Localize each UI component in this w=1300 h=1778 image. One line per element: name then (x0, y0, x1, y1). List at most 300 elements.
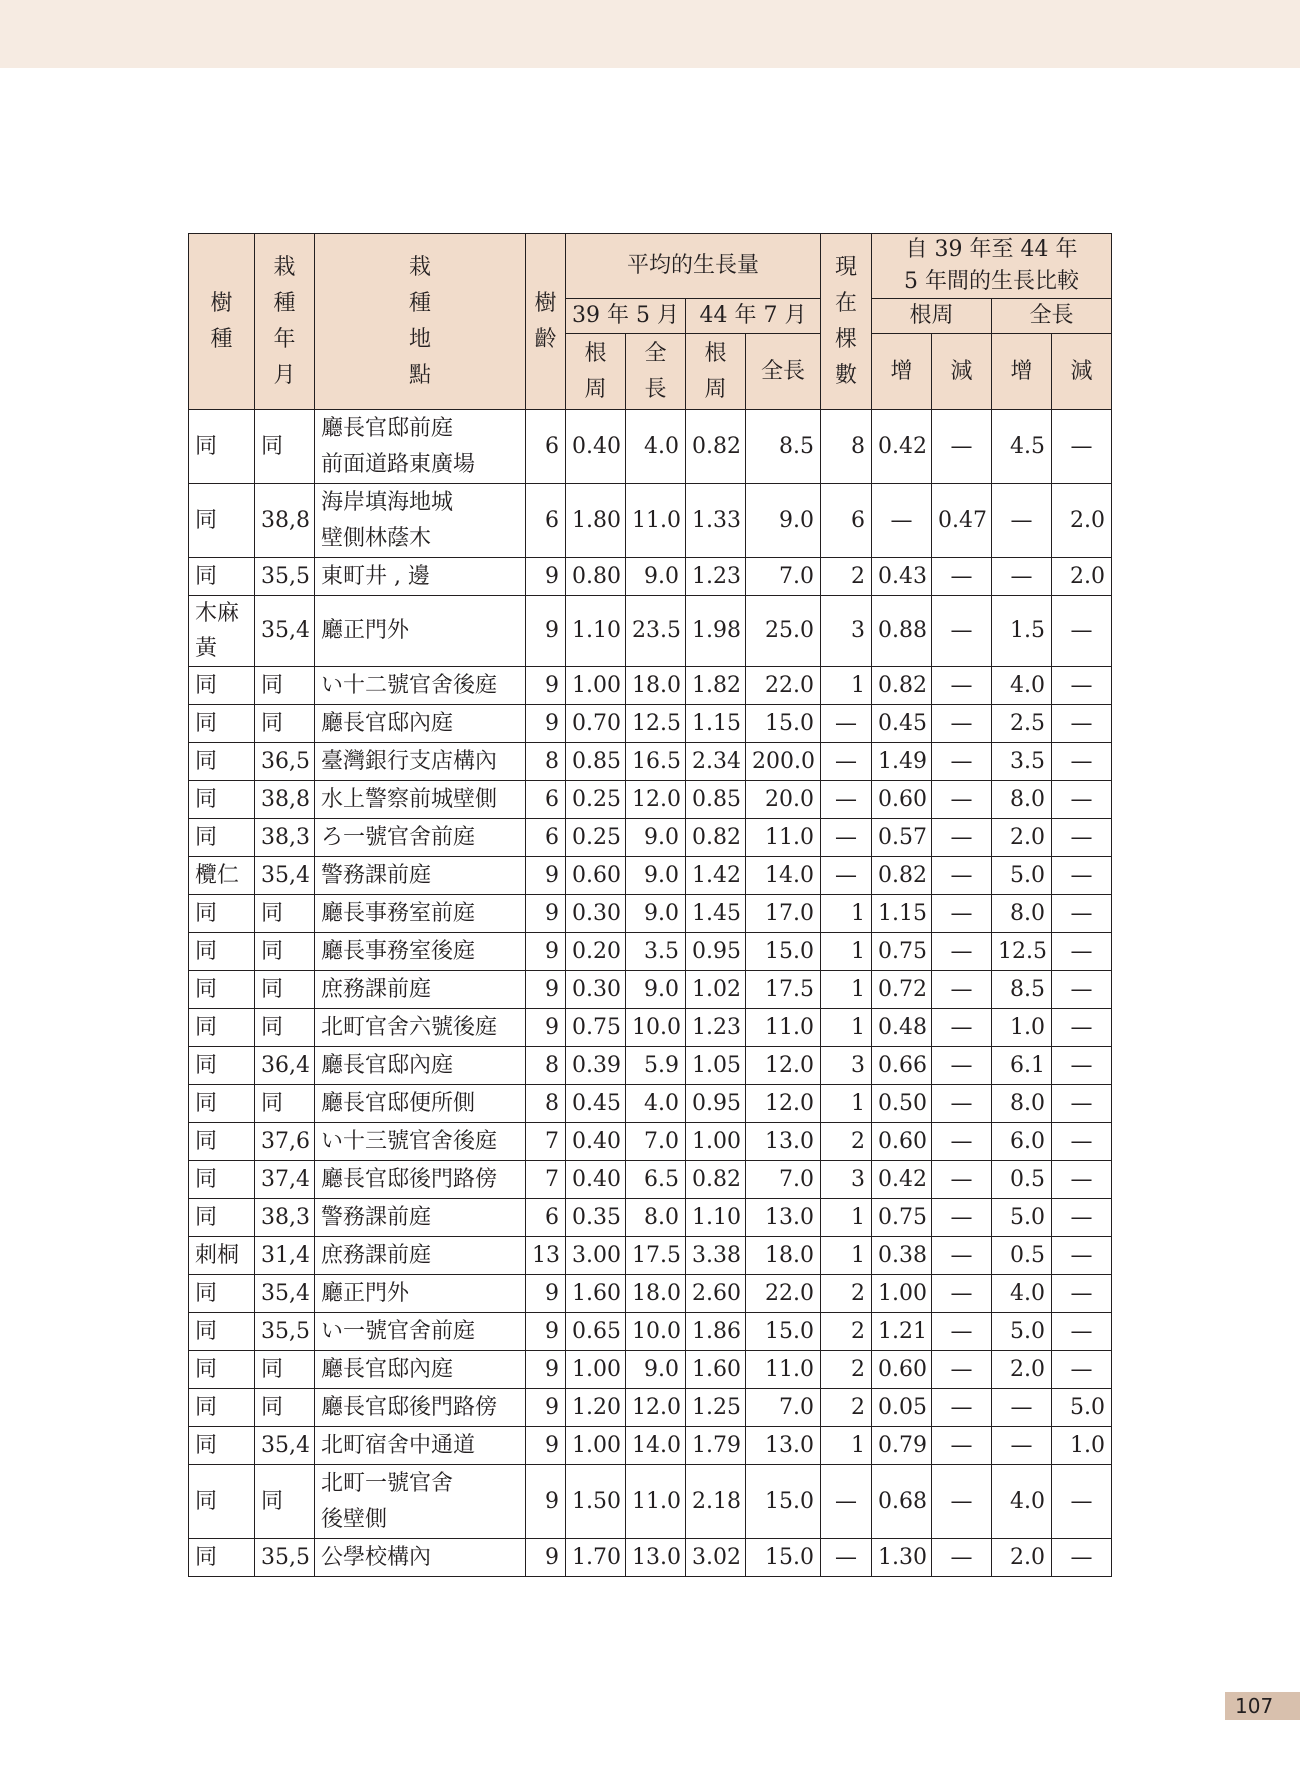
header-cmp-root: 根周 (872, 299, 992, 334)
cell-length-39: 17.5 (626, 1237, 686, 1275)
cell-count: — (821, 819, 872, 857)
cell-age: 9 (526, 1009, 566, 1047)
cell-length-39: 6.5 (626, 1161, 686, 1199)
cell-age: 8 (526, 1085, 566, 1123)
cell-place (315, 1465, 526, 1539)
place-line: 廳長官邸內庭 (321, 710, 454, 736)
place-line: い十三號官舍後庭 (321, 1128, 498, 1154)
cell-length-39: 16.5 (626, 743, 686, 781)
cell-length-inc: 3.5 (992, 743, 1052, 781)
table-row (189, 1275, 1112, 1313)
cell-age: 9 (526, 1351, 566, 1389)
cell-planting-date: 38,8 (255, 484, 315, 558)
cell-length-dec: — (1052, 857, 1112, 895)
cell-root-39: 0.65 (566, 1313, 626, 1351)
cell-length-inc: 2.0 (992, 819, 1052, 857)
cell-root-inc: 0.38 (872, 1237, 932, 1275)
cell-age: 9 (526, 1275, 566, 1313)
cell-root-39: 0.40 (566, 1161, 626, 1199)
cell-root-44: 1.98 (686, 596, 746, 667)
cell-age: 6 (526, 781, 566, 819)
place-line: 水上警察前城壁側 (321, 786, 498, 812)
cell-place (315, 1351, 526, 1389)
cell-length-44: 20.0 (746, 781, 821, 819)
cell-root-inc: 0.79 (872, 1427, 932, 1465)
cell-count: 2 (821, 1389, 872, 1427)
cell-count: 2 (821, 1123, 872, 1161)
cell-species: 同 (189, 895, 255, 933)
cell-length-dec: — (1052, 781, 1112, 819)
cell-count: — (821, 1465, 872, 1539)
cell-length-dec: — (1052, 819, 1112, 857)
cell-length-dec: — (1052, 1539, 1112, 1577)
cell-root-inc: 0.66 (872, 1047, 932, 1085)
cell-length-dec: — (1052, 705, 1112, 743)
cell-root-inc: 1.30 (872, 1539, 932, 1577)
place-line: 警務課前庭 (321, 1204, 432, 1230)
table-row (189, 1199, 1112, 1237)
cell-length-44: 11.0 (746, 819, 821, 857)
table-row (189, 410, 1112, 484)
table-row (189, 596, 1112, 667)
cell-age: 9 (526, 1465, 566, 1539)
cell-planting-date: 同 (255, 410, 315, 484)
cell-root-44: 1.23 (686, 558, 746, 596)
place-line: 廳正門外 (321, 618, 410, 643)
cell-planting-date: 35,4 (255, 596, 315, 667)
cell-count: 2 (821, 1313, 872, 1351)
cell-root-39: 0.70 (566, 705, 626, 743)
cell-length-39: 12.0 (626, 781, 686, 819)
cell-place (315, 1161, 526, 1199)
comparison-line-1: 自 39 年至 44 年 (905, 237, 1078, 262)
cell-root-44: 1.79 (686, 1427, 746, 1465)
cell-planting-date: 38,8 (255, 781, 315, 819)
cell-root-44: 1.86 (686, 1313, 746, 1351)
table-row (189, 558, 1112, 596)
cell-place (315, 1047, 526, 1085)
cell-root-44: 1.10 (686, 1199, 746, 1237)
place-line: 廳長官邸前庭 (321, 415, 454, 441)
cell-root-inc: 0.50 (872, 1085, 932, 1123)
header-root-44: 根周 (686, 334, 746, 410)
table-row (189, 857, 1112, 895)
cell-root-44: 1.82 (686, 667, 746, 705)
cell-length-dec: — (1052, 410, 1112, 484)
cell-species: 同 (189, 1313, 255, 1351)
cell-root-dec: — (932, 933, 992, 971)
cell-root-inc: 0.60 (872, 1351, 932, 1389)
cell-length-dec: 2.0 (1052, 558, 1112, 596)
cell-place (315, 1275, 526, 1313)
cell-length-inc: 5.0 (992, 857, 1052, 895)
cell-length-39: 18.0 (626, 667, 686, 705)
cell-root-44: 1.23 (686, 1009, 746, 1047)
header-planting-date: 栽種年月 (255, 234, 315, 410)
table-row (189, 1047, 1112, 1085)
cell-root-39: 0.45 (566, 1085, 626, 1123)
header-length-39: 全長 (626, 334, 686, 410)
cell-length-39: 8.0 (626, 1199, 686, 1237)
cell-length-39: 4.0 (626, 1085, 686, 1123)
cell-species: 同 (189, 1539, 255, 1577)
cell-place (315, 1237, 526, 1275)
cell-planting-date: 37,6 (255, 1123, 315, 1161)
cell-length-39: 12.5 (626, 705, 686, 743)
cell-length-39: 11.0 (626, 484, 686, 558)
cell-place (315, 484, 526, 558)
table-row (189, 819, 1112, 857)
cell-age: 9 (526, 933, 566, 971)
cell-length-44: 7.0 (746, 1389, 821, 1427)
table-row (189, 1085, 1112, 1123)
table-row (189, 1389, 1112, 1427)
cell-root-39: 1.20 (566, 1389, 626, 1427)
table-row (189, 1427, 1112, 1465)
cell-root-dec: — (932, 781, 992, 819)
cell-length-39: 9.0 (626, 971, 686, 1009)
cell-root-39: 1.00 (566, 1427, 626, 1465)
header-tree-species: 樹種 (189, 234, 255, 410)
cell-age: 7 (526, 1161, 566, 1199)
cell-count: 1 (821, 895, 872, 933)
cell-species: 同 (189, 819, 255, 857)
cell-species: 欖仁 (189, 857, 255, 895)
cell-age: 9 (526, 971, 566, 1009)
cell-place (315, 667, 526, 705)
cell-length-inc: — (992, 1427, 1052, 1465)
cell-age: 9 (526, 667, 566, 705)
place-line: 壁側林蔭木 (321, 525, 432, 551)
header-year44: 44 年 7 月 (686, 299, 821, 334)
table-row (189, 1237, 1112, 1275)
cell-length-39: 13.0 (626, 1539, 686, 1577)
cell-root-inc: 0.75 (872, 933, 932, 971)
cell-root-39: 0.25 (566, 819, 626, 857)
table-body (189, 410, 1112, 1577)
place-line: ろ一號官舍前庭 (321, 824, 476, 850)
cell-root-dec: — (932, 667, 992, 705)
cell-length-44: 13.0 (746, 1427, 821, 1465)
cell-age: 9 (526, 895, 566, 933)
cell-species: 同 (189, 1123, 255, 1161)
cell-planting-date: 35,4 (255, 1427, 315, 1465)
cell-length-inc: 1.5 (992, 596, 1052, 667)
cell-planting-date: 同 (255, 667, 315, 705)
cell-length-44: 12.0 (746, 1085, 821, 1123)
cell-root-39: 0.40 (566, 410, 626, 484)
cell-root-dec: — (932, 743, 992, 781)
cell-species: 同 (189, 781, 255, 819)
cell-length-39: 9.0 (626, 558, 686, 596)
table-row (189, 705, 1112, 743)
cell-root-dec: — (932, 1237, 992, 1275)
cell-length-inc: 5.0 (992, 1313, 1052, 1351)
place-line: 廳長官邸後門路傍 (321, 1166, 498, 1192)
cell-species (189, 596, 255, 667)
cell-root-44: 3.02 (686, 1539, 746, 1577)
cell-length-inc: 6.0 (992, 1123, 1052, 1161)
cell-root-44: 2.60 (686, 1275, 746, 1313)
cell-root-39: 1.00 (566, 1351, 626, 1389)
cell-root-inc: 0.42 (872, 1161, 932, 1199)
cell-root-44: 1.00 (686, 1123, 746, 1161)
cell-place (315, 1085, 526, 1123)
cell-root-inc: 0.42 (872, 410, 932, 484)
cell-root-44: 0.82 (686, 819, 746, 857)
cell-length-inc: 0.5 (992, 1161, 1052, 1199)
table-row (189, 895, 1112, 933)
cell-root-inc: 1.49 (872, 743, 932, 781)
cell-species: 同 (189, 410, 255, 484)
header-root-inc: 增 (872, 334, 932, 410)
cell-root-inc: 1.00 (872, 1275, 932, 1313)
place-line: 廳長官邸內庭 (321, 1052, 454, 1078)
cell-place (315, 558, 526, 596)
cell-root-44: 1.45 (686, 895, 746, 933)
cell-root-44: 1.42 (686, 857, 746, 895)
cell-length-44: 17.0 (746, 895, 821, 933)
cell-length-inc: 4.5 (992, 410, 1052, 484)
cell-length-inc: 6.1 (992, 1047, 1052, 1085)
cell-root-dec: 0.47 (932, 484, 992, 558)
cell-age: 9 (526, 596, 566, 667)
cell-root-dec: — (932, 1009, 992, 1047)
cell-planting-date: 38,3 (255, 819, 315, 857)
header-root-39: 根周 (566, 334, 626, 410)
cell-place (315, 1539, 526, 1577)
cell-length-44: 15.0 (746, 933, 821, 971)
cell-count: 1 (821, 971, 872, 1009)
cell-species: 同 (189, 971, 255, 1009)
cell-length-dec: — (1052, 895, 1112, 933)
header-length-44: 全長 (746, 334, 821, 410)
cell-species: 同 (189, 933, 255, 971)
cell-count: 1 (821, 1009, 872, 1047)
cell-length-39: 12.0 (626, 1389, 686, 1427)
cell-length-dec: — (1052, 1009, 1112, 1047)
table-row (189, 1161, 1112, 1199)
cell-planting-date: 35,5 (255, 558, 315, 596)
species-line: 木麻 (195, 601, 240, 626)
cell-length-inc: 8.0 (992, 781, 1052, 819)
place-line: 庶務課前庭 (321, 976, 432, 1002)
table-row (189, 1313, 1112, 1351)
cell-root-dec: — (932, 596, 992, 667)
place-line: 東町井 , 邊 (321, 563, 430, 589)
cell-root-dec: — (932, 1389, 992, 1427)
cell-root-44: 1.02 (686, 971, 746, 1009)
cell-root-inc: 0.45 (872, 705, 932, 743)
cell-age: 9 (526, 705, 566, 743)
header-root-dec: 減 (932, 334, 992, 410)
cell-count: 1 (821, 667, 872, 705)
cell-length-inc: — (992, 484, 1052, 558)
cell-root-inc: 0.43 (872, 558, 932, 596)
comparison-line-2: 5 年間的生長比較 (904, 269, 1080, 294)
cell-root-dec: — (932, 1351, 992, 1389)
cell-length-inc: 0.5 (992, 1237, 1052, 1275)
cell-root-dec: — (932, 857, 992, 895)
cell-root-44: 0.95 (686, 1085, 746, 1123)
cell-root-dec: — (932, 1465, 992, 1539)
cell-planting-date: 同 (255, 971, 315, 1009)
cell-age: 9 (526, 558, 566, 596)
cell-length-inc: 8.0 (992, 895, 1052, 933)
cell-root-dec: — (932, 1085, 992, 1123)
cell-length-44: 13.0 (746, 1123, 821, 1161)
cell-length-44: 15.0 (746, 1313, 821, 1351)
place-line: 廳長官邸內庭 (321, 1356, 454, 1382)
cell-place (315, 1389, 526, 1427)
cell-planting-date: 同 (255, 1085, 315, 1123)
cell-root-dec: — (932, 1123, 992, 1161)
cell-place (315, 1199, 526, 1237)
place-line: 廳長事務室後庭 (321, 938, 476, 964)
cell-planting-date: 35,5 (255, 1539, 315, 1577)
cell-root-dec: — (932, 1275, 992, 1313)
cell-planting-date: 36,4 (255, 1047, 315, 1085)
cell-length-44: 8.5 (746, 410, 821, 484)
cell-species: 同 (189, 1009, 255, 1047)
cell-place (315, 819, 526, 857)
cell-place (315, 857, 526, 895)
table-row (189, 933, 1112, 971)
cell-age: 13 (526, 1237, 566, 1275)
cell-length-dec: — (1052, 1085, 1112, 1123)
cell-length-inc: 1.0 (992, 1009, 1052, 1047)
cell-length-44: 15.0 (746, 705, 821, 743)
cell-count: 3 (821, 1161, 872, 1199)
cell-age: 9 (526, 857, 566, 895)
cell-species: 同 (189, 1389, 255, 1427)
table-row (189, 1123, 1112, 1161)
cell-length-39: 18.0 (626, 1275, 686, 1313)
cell-place (315, 781, 526, 819)
cell-root-44: 1.33 (686, 484, 746, 558)
cell-planting-date: 31,4 (255, 1237, 315, 1275)
table-row (189, 1009, 1112, 1047)
cell-planting-date: 同 (255, 1465, 315, 1539)
top-band (0, 0, 1300, 68)
table-row (189, 971, 1112, 1009)
cell-length-dec: — (1052, 1123, 1112, 1161)
place-line: 北町官舍六號後庭 (321, 1014, 498, 1040)
cell-count: 6 (821, 484, 872, 558)
place-line: 海岸填海地城 (321, 489, 454, 515)
cell-planting-date: 同 (255, 1389, 315, 1427)
cell-length-39: 9.0 (626, 895, 686, 933)
cell-root-44: 1.25 (686, 1389, 746, 1427)
header-length-inc: 增 (992, 334, 1052, 410)
cell-count: — (821, 705, 872, 743)
cell-age: 8 (526, 1047, 566, 1085)
cell-length-dec: — (1052, 971, 1112, 1009)
species-line: 黃 (195, 636, 218, 661)
cell-root-44: 0.82 (686, 1161, 746, 1199)
place-line: 北町一號官舍 (321, 1470, 454, 1496)
place-line: 後壁側 (321, 1506, 388, 1532)
header-cmp-length: 全長 (992, 299, 1112, 334)
cell-length-dec: — (1052, 596, 1112, 667)
cell-root-39: 1.50 (566, 1465, 626, 1539)
cell-species: 同 (189, 743, 255, 781)
cell-length-dec: 1.0 (1052, 1427, 1112, 1465)
header-length-dec: 減 (1052, 334, 1112, 410)
cell-length-dec: — (1052, 933, 1112, 971)
cell-species: 同 (189, 1275, 255, 1313)
place-line: 廳長官邸後門路傍 (321, 1394, 498, 1420)
cell-count: 8 (821, 410, 872, 484)
place-line: 北町宿舍中通道 (321, 1432, 476, 1458)
cell-length-39: 10.0 (626, 1313, 686, 1351)
cell-length-inc: 8.0 (992, 1085, 1052, 1123)
cell-length-dec: — (1052, 1047, 1112, 1085)
cell-root-inc: 0.60 (872, 1123, 932, 1161)
table-row (189, 781, 1112, 819)
cell-length-dec: 2.0 (1052, 484, 1112, 558)
cell-length-dec: 5.0 (1052, 1389, 1112, 1427)
place-line: 公學校構內 (321, 1544, 432, 1570)
cell-planting-date: 35,4 (255, 857, 315, 895)
cell-root-inc: 0.60 (872, 781, 932, 819)
cell-root-39: 1.70 (566, 1539, 626, 1577)
cell-age: 9 (526, 1427, 566, 1465)
cell-place (315, 971, 526, 1009)
cell-species: 同 (189, 484, 255, 558)
cell-length-39: 23.5 (626, 596, 686, 667)
cell-length-inc: 2.0 (992, 1351, 1052, 1389)
cell-planting-date: 36,5 (255, 743, 315, 781)
cell-length-inc: — (992, 1389, 1052, 1427)
cell-count: 3 (821, 1047, 872, 1085)
cell-length-39: 4.0 (626, 410, 686, 484)
cell-root-39: 0.30 (566, 971, 626, 1009)
header-tree-age: 樹齡 (526, 234, 566, 410)
cell-root-44: 0.82 (686, 410, 746, 484)
cell-place (315, 410, 526, 484)
cell-length-44: 15.0 (746, 1539, 821, 1577)
table-header (189, 234, 1112, 410)
cell-length-dec: — (1052, 667, 1112, 705)
cell-root-39: 0.35 (566, 1199, 626, 1237)
cell-root-inc: — (872, 484, 932, 558)
cell-root-inc: 0.48 (872, 1009, 932, 1047)
cell-species: 同 (189, 705, 255, 743)
table-row (189, 1465, 1112, 1539)
cell-root-39: 1.80 (566, 484, 626, 558)
cell-root-dec: — (932, 1047, 992, 1085)
cell-root-dec: — (932, 895, 992, 933)
cell-length-inc: 8.5 (992, 971, 1052, 1009)
cell-species: 同 (189, 667, 255, 705)
cell-length-39: 11.0 (626, 1465, 686, 1539)
cell-length-39: 5.9 (626, 1047, 686, 1085)
page-number: 107 (1225, 1692, 1300, 1720)
cell-planting-date: 同 (255, 1009, 315, 1047)
header-year39: 39 年 5 月 (566, 299, 686, 334)
cell-count: 1 (821, 933, 872, 971)
cell-place (315, 1123, 526, 1161)
cell-length-44: 17.5 (746, 971, 821, 1009)
cell-length-44: 9.0 (746, 484, 821, 558)
cell-root-inc: 0.68 (872, 1465, 932, 1539)
cell-length-44: 18.0 (746, 1237, 821, 1275)
cell-planting-date: 35,5 (255, 1313, 315, 1351)
cell-length-44: 200.0 (746, 743, 821, 781)
cell-place (315, 743, 526, 781)
cell-place (315, 1313, 526, 1351)
